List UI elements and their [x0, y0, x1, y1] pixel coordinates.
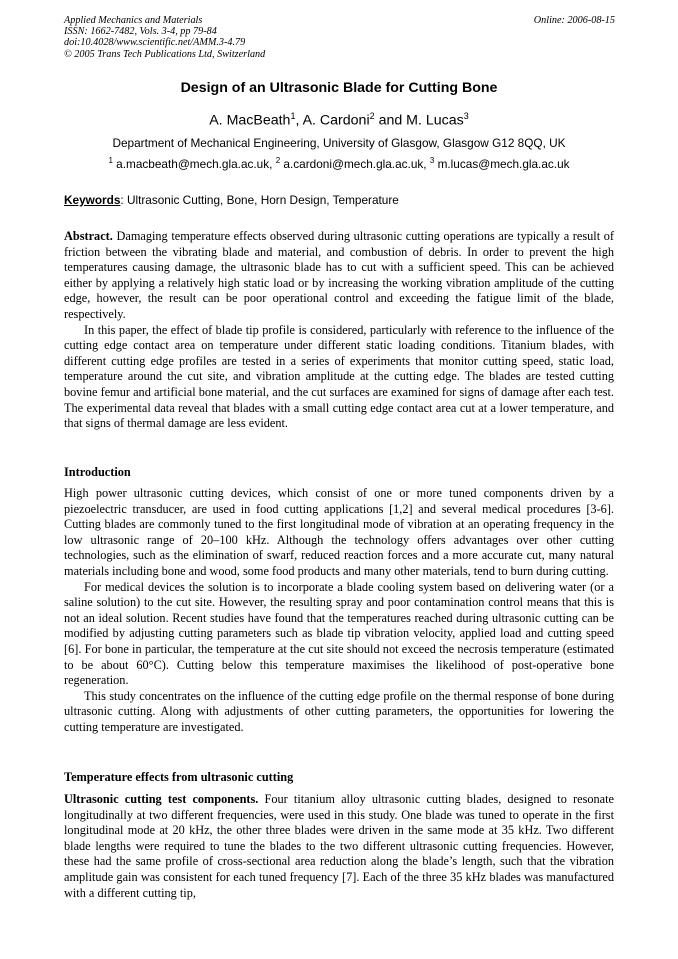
- author-affil-mark: 2: [369, 111, 375, 121]
- journal-copyright: © 2005 Trans Tech Publications Ltd, Switzerland: [64, 48, 266, 60]
- temperature-section: [64, 792, 614, 901]
- paper-title: Design of an Ultrasonic Blade for Cutting Bone: [180, 80, 498, 96]
- introduction-section: [64, 486, 614, 736]
- author-affil-mark: 1: [290, 111, 296, 121]
- keywords: [64, 193, 399, 207]
- abstract-paragraph: In this paper, the effect of blade tip profile is considered, particularly with reference to the influence of the cutting edge contact area on temperature under different static loading conditions. Titanium blades, with different cutting edge profiles are tested in a series of experiments that monitor cutting speed, static load, temperature around the cut site, and vibration amplitude at the cutting edge. The blades are tested cutting bovine femur and artificial bone material, and the cut surfaces are examined for signs of damage after each test. The experimental data reveal that blades with a small cutting edge contact area cut at a lower temperature, and that signs of thermal damage are less evident.: [64, 322, 614, 431]
- body-text: Four titanium alloy ultrasonic cutting blades, designed to resonate longitudinally at two different frequencies, were used in this study. One blade was tuned to operate in the first longitudinal mode at 20 kHz, the other three blades were driven in the same mode at 35 kHz. Two different blade lengths were required to tune the blades to the two different ultrasonic cutting frequencies. However, these had the same profile of cross-sectional area reduction along the blade’s length, such that the vibration amplitude gain was consistent for each tuned frequency [7]. Each of the three 35 kHz blades was manufactured with a different cutting tip,: [64, 792, 614, 900]
- keywords-text: : Ultrasonic Cutting, Bone, Horn Design, Temperature: [120, 193, 399, 207]
- email-address: a.cardoni@mech.gla.ac.uk,: [280, 156, 430, 171]
- section-heading-temperature: Temperature effects from ultrasonic cutting: [64, 770, 294, 784]
- abstract-text: Damaging temperature effects observed during ultrasonic cutting operations are typically a result of friction between the vibrating blade and material, and combustion of debris. In order to prevent the high temperatures causing damage, the ultrasonic blade has to cut with a sufficient speed. This can be achieved either by applying a relatively high static load or by increasing the working vibration amplitude of the cutting edge, however, the result can be poor operational control and exceeding the fatigue limit of the blade, respectively.: [64, 229, 614, 321]
- email-list: [0, 156, 678, 171]
- abstract-paragraph: [64, 229, 614, 323]
- email-mark: 2: [275, 156, 281, 165]
- body-paragraph: High power ultrasonic cutting devices, which consist of one or more tuned components driven by a piezoelectric transducer, are used in food cutting applications [1,2] and several medical procedures [3-6]. Cutting blades are commonly tuned to the first longitudinal mode of vibration at an operating frequency in the low ultrasonic range of 20–100 kHz. Although the technology offers advantages over other cutting technologies, such as the elimination of swarf, reduced reaction forces and a more accurate cut, many natural materials including bone and wood, some food products and many other materials, tend to burn during cutting.: [64, 486, 614, 578]
- body-paragraph: [64, 792, 614, 901]
- author-name: , A. Cardoni: [295, 112, 370, 129]
- online-date: Online: 2006-08-15: [533, 15, 615, 26]
- abstract-section: [64, 229, 614, 432]
- subsection-runin: Ultrasonic cutting test components.: [64, 792, 259, 806]
- email-address: a.macbeath@mech.gla.ac.uk,: [112, 156, 276, 171]
- author-affil-mark: 3: [463, 111, 469, 121]
- journal-name: Applied Mechanics and Materials: [64, 15, 203, 26]
- journal-issn: ISSN: 1662-7482, Vols. 3-4, pp 79-84: [64, 26, 217, 38]
- author-name: and M. Lucas: [374, 112, 464, 129]
- keywords-label: Keywords: [64, 193, 121, 207]
- body-paragraph: For medical devices the solution is to incorporate a blade cooling system based on delivering water (or a saline solution) to the cut site. However, the resulting spray and poor contamination control means that this is not an ideal solution. Recent studies have found that the temperatures reached during ultrasonic cutting can be modified by adjusting cutting parameters such as blade tip vibration velocity, applied load and cutting speed [6]. For bone in particular, the temperature at the cut site should not exceed the necrosis temperature (estimated to be about 60°C). Cutting below this temperature maximises the likelihood of post-operative bone regeneration.: [64, 579, 614, 688]
- journal-info: [64, 15, 265, 60]
- email-mark: 3: [429, 156, 435, 165]
- author-list: [0, 111, 678, 129]
- affiliation: Department of Mechanical Engineering, University of Glasgow, Glasgow G12 8QQ, UK: [112, 136, 566, 150]
- abstract-label: Abstract.: [64, 229, 113, 243]
- email-address: m.lucas@mech.gla.ac.uk: [434, 156, 570, 171]
- email-mark: 1: [108, 156, 113, 165]
- body-paragraph: This study concentrates on the influence of the cutting edge profile on the thermal response of bone during ultrasonic cutting. Along with adjustments of other cutting parameters, the opportunities for lowering the cutting temperature are investigated.: [64, 688, 614, 734]
- author-name: A. MacBeath: [209, 112, 291, 129]
- section-heading-introduction: Introduction: [64, 465, 131, 479]
- journal-doi: doi:10.4028/www.scientific.net/AMM.3-4.79: [64, 37, 246, 49]
